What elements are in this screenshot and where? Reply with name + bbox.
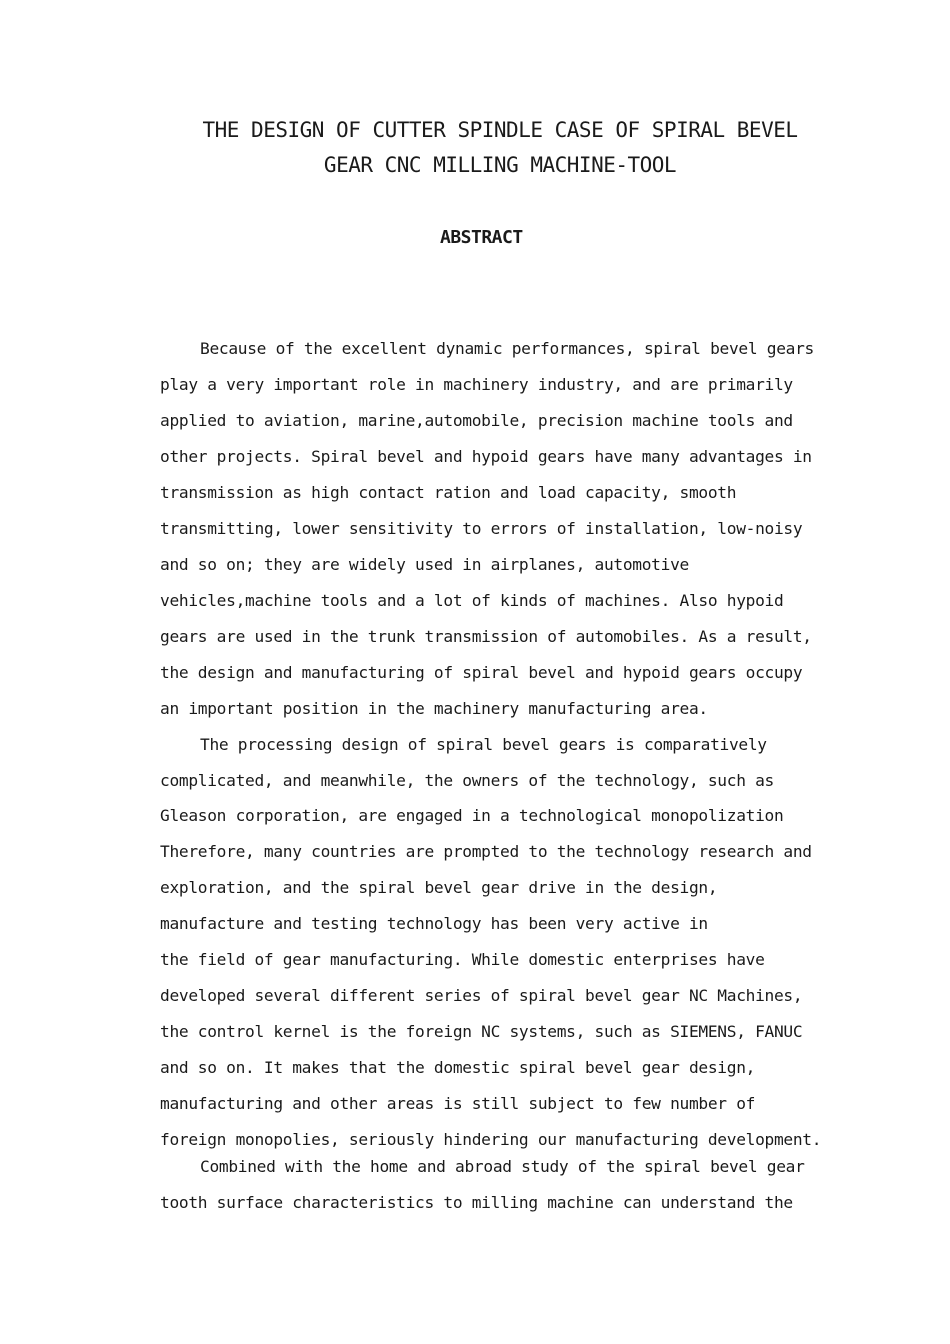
paragraph-line: manufacturing and other areas is still subject to few number of (160, 1094, 756, 1113)
paragraph-line: Therefore, many countries are prompted to the technology research and (160, 842, 812, 861)
paragraph-line: and so on; they are widely used in airplanes, automotive (160, 555, 689, 574)
paragraph-line: the field of gear manufacturing. While domestic enterprises have (160, 950, 765, 969)
paragraph-line: Combined with the home and abroad study of the spiral bevel gear (200, 1157, 805, 1176)
abstract-heading: ABSTRACT (440, 227, 523, 248)
paragraph-line: transmitting, lower sensitivity to errors of installation, low-noisy (160, 519, 803, 538)
paragraph-line: other projects. Spiral bevel and hypoid gears have many advantages in (160, 447, 812, 466)
paragraph-line: transmission as high contact ration and load capacity, smooth (160, 483, 737, 502)
paragraph-line: an important position in the machinery manufacturing area. (160, 699, 708, 718)
paragraph-line: vehicles,machine tools and a lot of kinds of machines. Also hypoid (160, 591, 784, 610)
paragraph-line: applied to aviation, marine,automobile, precision machine tools and (160, 411, 793, 430)
title-line-1: THE DESIGN OF CUTTER SPINDLE CASE OF SPIRAL BEVEL (202, 118, 798, 142)
paragraph-line: play a very important role in machinery industry, and are primarily (160, 375, 793, 394)
paragraph-line: Gleason corporation, are engaged in a technological monopolization (160, 806, 784, 825)
paragraph-line: complicated, and meanwhile, the owners of the technology, such as (160, 771, 774, 790)
paragraph-line: gears are used in the trunk transmission of automobiles. As a result, (160, 627, 812, 646)
paragraph-line: Because of the excellent dynamic performances, spiral bevel gears (200, 339, 814, 358)
paragraph-line: tooth surface characteristics to milling machine can understand the (160, 1193, 793, 1212)
paragraph-line: manufacture and testing technology has been very active in (160, 914, 708, 933)
paragraph-line: the design and manufacturing of spiral bevel and hypoid gears occupy (160, 663, 803, 682)
title-line-2: GEAR CNC MILLING MACHINE-TOOL (323, 153, 677, 177)
paragraph-line: and so on. It makes that the domestic spiral bevel gear design, (160, 1058, 756, 1077)
paragraph-line: exploration, and the spiral bevel gear drive in the design, (160, 878, 718, 897)
paragraph-line: foreign monopolies, seriously hindering our manufacturing development. (160, 1130, 822, 1149)
paragraph-line: the control kernel is the foreign NC systems, such as SIEMENS, FANUC (160, 1022, 803, 1041)
paragraph-line: developed several different series of spiral bevel gear NC Machines, (160, 986, 803, 1005)
paragraph-line: The processing design of spiral bevel gears is comparatively (200, 735, 767, 754)
